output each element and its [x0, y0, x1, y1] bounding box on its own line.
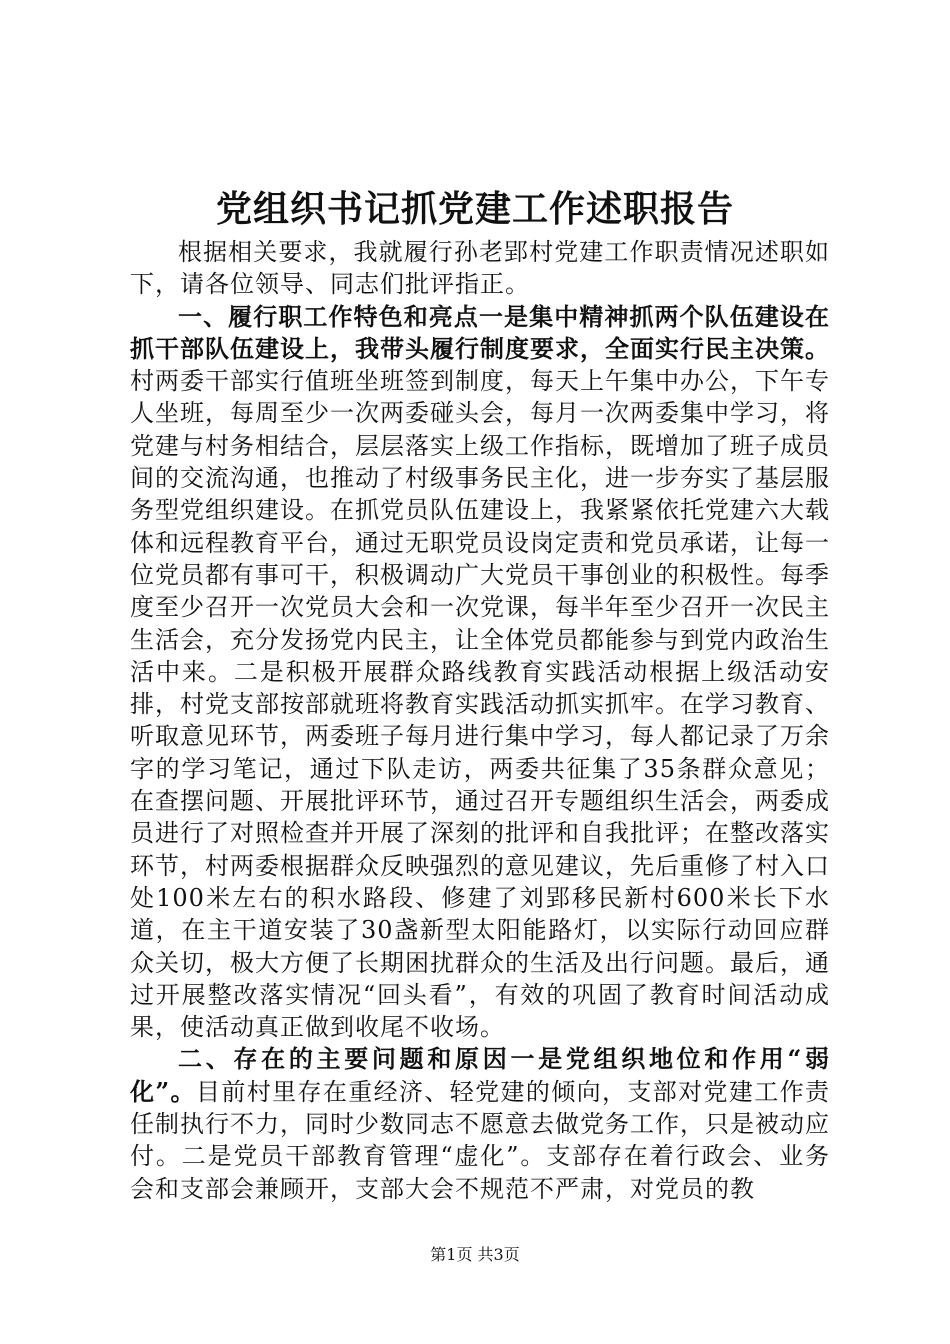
page-number-footer: 第1页 共3页: [430, 1245, 520, 1264]
document-title: 党组织书记抓党建工作述职报告: [215, 188, 734, 230]
section-one-paragraph: [130, 301, 830, 1044]
document-body: [130, 236, 830, 1205]
intro-paragraph: [130, 236, 830, 301]
section-two-heading: 二、存在的主要问题和原因一是党组织地位和作用“弱化”。: [130, 1044, 830, 1106]
section-one-heading: 一、履行职工作特色和亮点一是集中精神抓两个队伍建设在抓干部队伍建设上，我带头履行制度要求，全面实行民主决策。: [130, 301, 830, 363]
section-two-paragraph: [130, 1043, 830, 1204]
intro-text: 根据相关要求，我就履行孙老郢村党建工作职责情况述职如下，请各位领导、同志们批评指正。: [130, 238, 830, 299]
section-two-text: 目前村里存在重经济、轻党建的倾向，支部对党建工作责任制执行不力，同时少数同志不愿意去做党务工作，只是被动应付。二是党员干部教育管理“虚化”。支部存在着行政会、业务会和支部会兼顾开，支部大会不规范不严肃，对党员的教: [130, 1077, 830, 1203]
section-one-text: 村两委干部实行值班坐班签到制度，每天上午集中办公，下午专人坐班，每周至少一次两委碰头会，每月一次两委集中学习，将党建与村务相结合，层层落实上级工作指标，既增加了班子成员间的交流沟通，也推动了村级事务民主化，进一步夯实了基层服务型党组织建设。在抓党员队伍建设上，我紧紧依托党建六大载体和远程教育平台，通过无职党员设岗定责和党员承诺，让每一位党员都有事可干，积极调动广大党员干事创业的积极性。每季度至少召开一次党员大会和一次党课，每半年至少召开一次民主生活会，充分发扬党内民主，让全体党员都能参与到党内政治生活中来。二是积极开展群众路线教育实践活动根据上级活动安排，村党支部按部就班将教育实践活动抓实抓牢。在学习教育、听取意见环节，两委班子每月进行集中学习，每人都记录了万余字的学习笔记，通过下队走访，两委共征集了35条群众意见；在查摆问题、开展批评环节，通过召开专题组织生活会，两委成员进行了对照检查并开展了深刻的批评和自我批评；在整改落实环节，村两委根据群众反映强烈的意见建议，先后重修了村入口处100米左右的积水路段、修建了刘郢移民新村600米长下水道，在主干道安装了30盏新型太阳能路灯，以实际行动回应群众关切，极大方便了长期困扰群众的生活及出行问题。最后，通过开展整改落实情况“回头看”，有效的巩固了教育时间活动成果，使活动真正做到收尾不收场。: [130, 367, 830, 1042]
